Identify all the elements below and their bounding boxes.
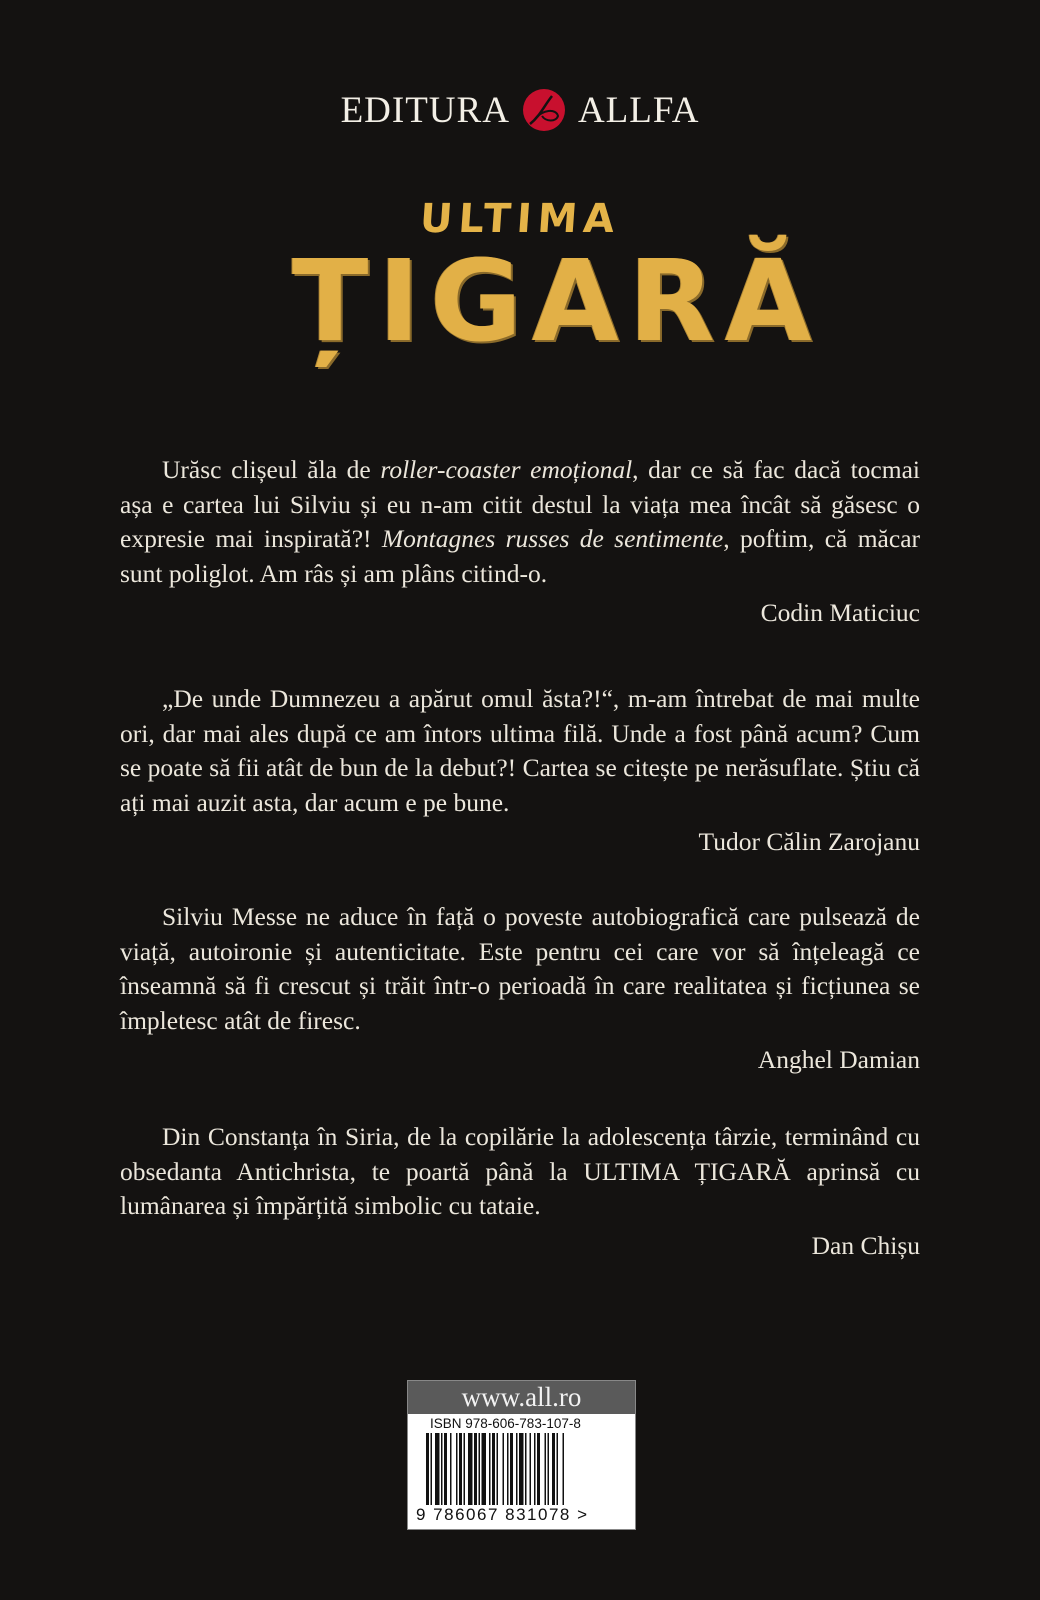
publisher-name-right: ALLFA [577, 89, 700, 131]
blurb-1-author: Codin Maticiuc [760, 598, 920, 627]
title-big: ȚIGARĂ [292, 237, 822, 367]
barcode-digits: 9 786067 831078 > [416, 1505, 631, 1525]
blurb-2-author: Tudor Călin Zarojanu [698, 827, 920, 856]
blurb-2-text: „De unde Dumnezeu a apărut omul ăsta?!“, m-am întrebat de mai multe ori, dar mai ales după ce am întors ultima filă. Unde a fost până acum? Cum se poate să fii atât de bun de la debut?! Cartea se citește pe nerăsuflate. Știu că ați mai auzit asta, dar acum e pe bune. [120, 684, 920, 817]
isbn-text: ISBN 978-606-783-107-8 [430, 1416, 581, 1431]
blurb-1 [120, 453, 920, 631]
blurb-4 [120, 1120, 920, 1263]
blurb-2 [120, 682, 920, 860]
blurb-4-text: Din Constanța în Siria, de la copilărie la adolescența târzie, terminând cu obsedanta Antichrista, te poartă până la ULTIMA ȚIGARĂ aprinsă cu lumânarea și împărțită simbolic cu tataie. [120, 1122, 920, 1220]
publisher-name-left: EDITURA [340, 89, 510, 131]
blurb-3-text: Silviu Messe ne aduce în față o poveste autobiografică care pulsează de viață, autoironie și autenticitate. Este pentru cei care vor să înțeleagă ce înseamnă să fi crescut și trăit într-o perioadă în care realitatea și ficțiunea se împletesc atât de firesc. [120, 902, 920, 1035]
barcode-icon [424, 1433, 620, 1505]
publisher-logo [0, 88, 1040, 132]
allfa-emblem-icon [522, 88, 566, 132]
title-small: ULTIMA [418, 196, 622, 242]
barcode-box [407, 1380, 636, 1530]
blurb-3-author: Anghel Damian [757, 1045, 920, 1074]
blurb-4-author: Dan Chișu [811, 1230, 920, 1260]
blurb-1-text: Urăsc clișeul ăla de roller-coaster emoțional, dar ce să fac dacă tocmai așa e cartea lui Silviu și eu n-am citit destul la viața mea încât să găsesc o expresie mai inspirată?! Montagnes russes de sentimente, poftim, că măcar sunt poliglot. Am râs și am plâns citind-o. [120, 455, 921, 588]
website-url: www.all.ro [408, 1381, 635, 1414]
blurb-3 [120, 900, 920, 1078]
